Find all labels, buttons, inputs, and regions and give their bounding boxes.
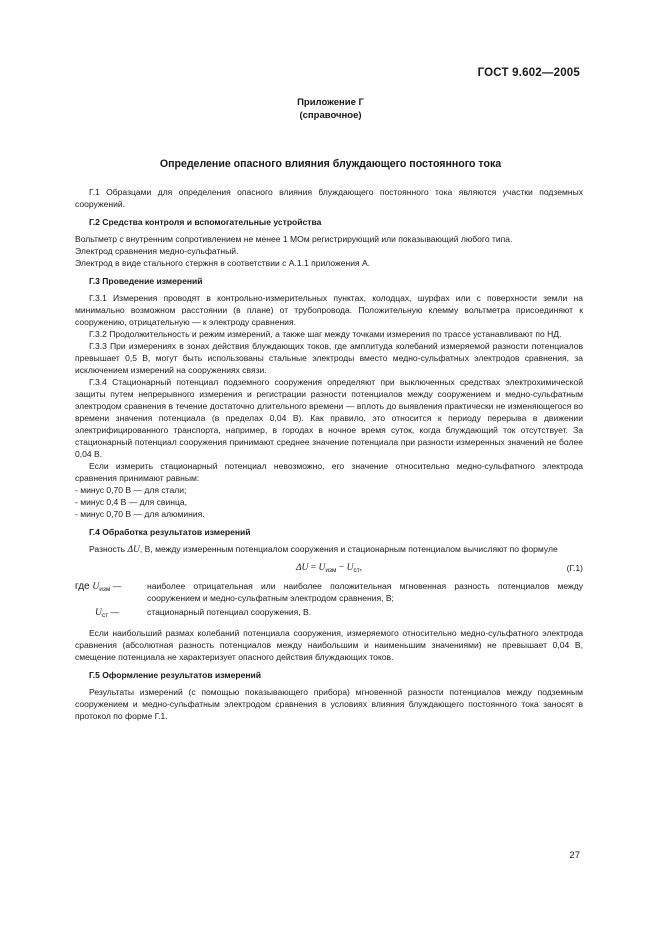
list-item: - минус 0,70 В — для стали; xyxy=(75,485,187,495)
list-item: - минус 0,4 В — для свинца, xyxy=(75,497,187,507)
document-code: ГОСТ 9.602—2005 xyxy=(477,67,580,79)
g2-item: Электрод в виде стального стержня в соответствии с А.1.1 приложения А. xyxy=(75,258,371,268)
formula-number: (Г.1) xyxy=(566,563,583,573)
where-row xyxy=(75,580,583,604)
clause-g3-2: Г.3.2 Продолжительность и режим измерений, а также шаг между точками измерения по трассе устанавливают по НД. xyxy=(89,329,562,339)
where-row xyxy=(75,606,583,622)
appendix-title: Приложение Г xyxy=(297,97,364,108)
g2-item: Вольтметр с внутренним сопротивлением не менее 1 МОм регистрирующий или показывающий любого типа. xyxy=(75,234,513,244)
where-description: наиболее отрицательная или наиболее положительная мгновенная разность потенциалов между сооружением и медно-сульфатным электродом сравнения, В; xyxy=(147,581,583,603)
delta-u-symbol: ΔU xyxy=(127,545,140,555)
clause-g5-1: Результаты измерений (с помощью показывающего прибора) мгновенной разности потенциалов между подземным сооружением и медно-сульфатным электродом сравнения в условиях влияния блуждающего постоянного тока заносят в протокол по форме Г.1. xyxy=(75,687,583,721)
g2-item: Электрод сравнения медно-сульфатный. xyxy=(75,246,239,256)
clause-g1: Г.1 Образцами для определения опасного влияния блуждающего постоянного тока являются участки подземных сооружений. xyxy=(75,187,583,209)
heading-g4: Г.4 Обработка результатов измерений xyxy=(89,527,251,537)
where-description: стационарный потенциал сооружения, В. xyxy=(147,607,312,617)
clause-g3-3: Г.3.3 При измерениях в зонах действия блуждающих токов, где амплитуда колебаний измеряемой разности потенциалов превышает 0,5 В, могут быть использованы стальные электроды вместо медно-сульфатных электродов сравнения, за исключением измерений на сооружениях связи. xyxy=(75,341,583,375)
where-label: где $U_{изм}$ — xyxy=(75,581,122,593)
where-label: $U_{ст}$ — xyxy=(95,607,120,619)
clause-g4-last: Если наибольший размах колебаний потенциала сооружения, измеряемого относительно медно-сульфатного электрода сравнения (абсолютная разность потенциалов между наибольшим и наименьшим значениями) не превышает 0,04 В, смещение потенциала не характеризует опасного действия блуждающих токов. xyxy=(75,628,583,662)
heading-g5: Г.5 Оформление результатов измерений xyxy=(89,670,262,680)
heading-g3: Г.3 Проведение измерений xyxy=(89,276,203,286)
section-title: Определение опасного влияния блуждающего постоянного тока xyxy=(159,158,502,170)
formula-intro: Разность ΔU, В, между измеренным потенциалом сооружения и стационарным потенциалом вычисляют по формуле xyxy=(89,544,558,555)
document-body xyxy=(75,186,583,722)
clause-g3-1: Г.3.1 Измерения проводят в контрольно-измерительных пунктах, колодцах, шурфах или с поверхности земли на минимально возможном расстоянии (в плане) от трубопровода. Положительную клемму вольтметра присоединяют к сооружению, отрицательную — к электроду сравнения. xyxy=(75,293,583,327)
formula-expression: $\Delta U = U_{изм} - U_{ст}$, xyxy=(295,563,363,574)
potential-list xyxy=(75,484,583,520)
clause-g3-4: Г.3.4 Стационарный потенциал подземного сооружения определяют при выключенных средствах электрохимической защиты путем непрерывного измерения и регистрации разности потенциалов между сооружением и медно-сульфатным электродом сравнения в течение достаточно длительного времени — вплоть до выявления практически не изменяющегося во времени значения потенциала (в пределах 0,04 В). Как правило, это относится к периоду перерыва в движении электрифицированного транспорта, например, в городах в ночное время суток, когда блуждающий ток отсутствует. За стационарный потенциал сооружения принимают среднее значение потенциала при разности измеренных значений не более 0,04 В. xyxy=(75,377,583,459)
heading-g2: Г.2 Средства контроля и вспомогательные устройства xyxy=(89,217,322,227)
appendix-status: (справочное) xyxy=(299,110,362,121)
formula-g1 xyxy=(75,558,583,578)
clause-g3-5: Если измерить стационарный потенциал невозможно, его значение относительно медно-сульфатного электрода сравнения принимают равным: xyxy=(75,461,583,483)
list-item: - минус 0,70 В — для алюминия. xyxy=(75,509,205,519)
page-number: 27 xyxy=(569,850,580,861)
